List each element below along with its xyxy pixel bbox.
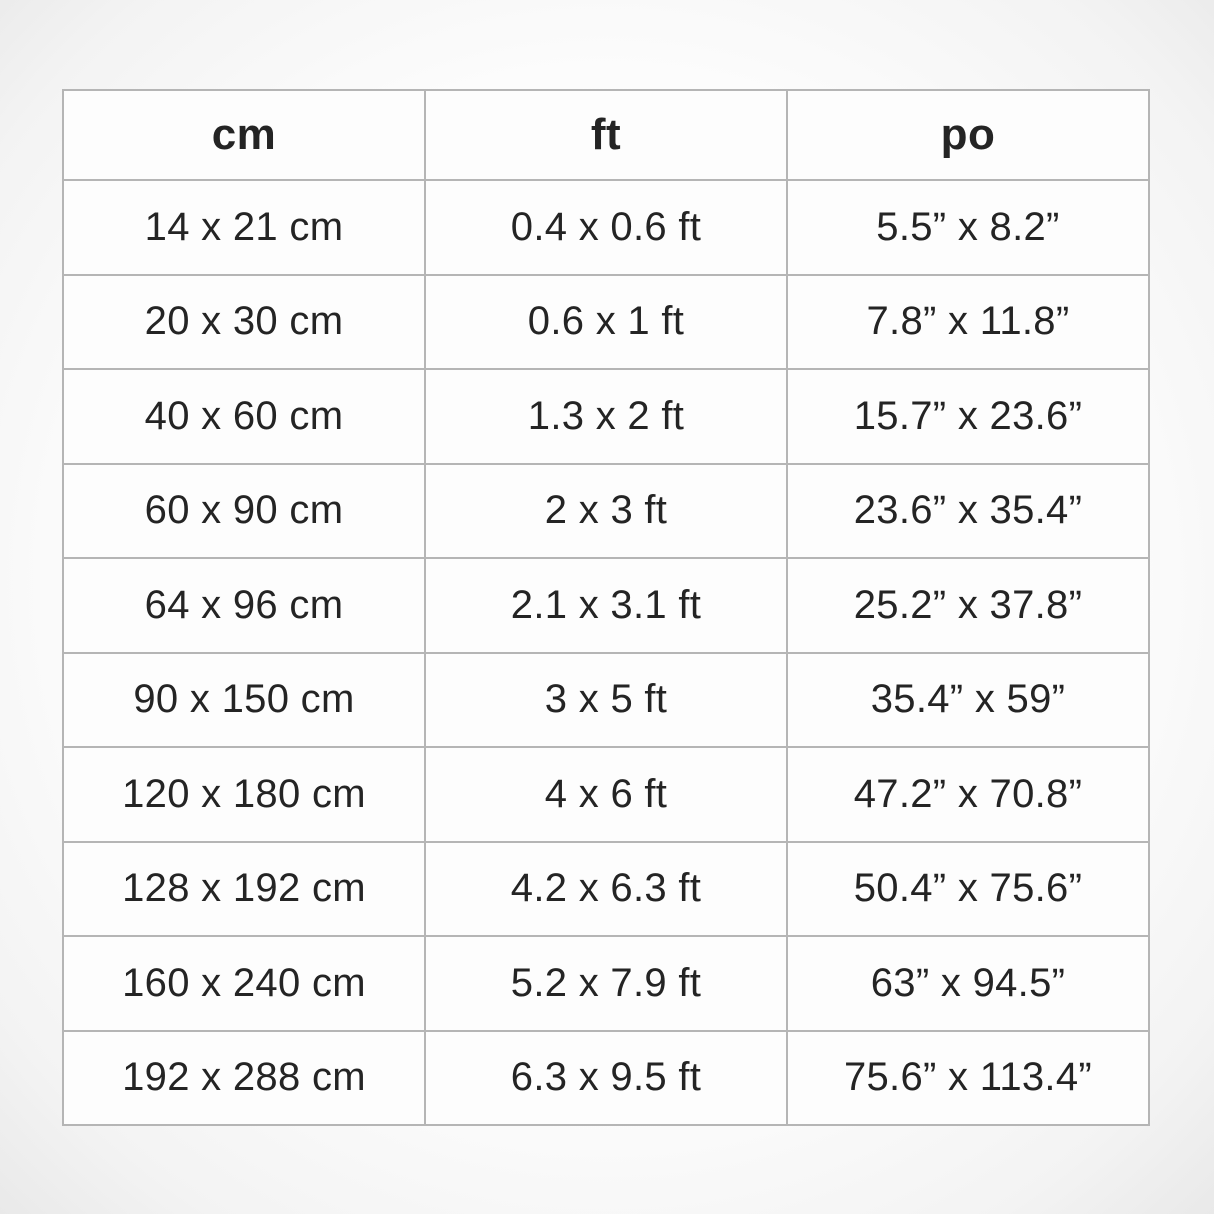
- cell-ft: 2.1 x 3.1 ft: [425, 558, 787, 653]
- table-row: [63, 747, 1149, 842]
- table-row: [63, 842, 1149, 937]
- size-conversion-table: [62, 89, 1150, 1126]
- cell-cm: 160 x 240 cm: [63, 936, 425, 1031]
- cell-po: 15.7” x 23.6”: [787, 369, 1149, 464]
- table-header: [63, 90, 1149, 180]
- table-row: [63, 464, 1149, 559]
- cell-ft: 0.6 x 1 ft: [425, 275, 787, 370]
- cell-cm: 192 x 288 cm: [63, 1031, 425, 1126]
- cell-po: 75.6” x 113.4”: [787, 1031, 1149, 1126]
- cell-po: 35.4” x 59”: [787, 653, 1149, 748]
- cell-cm: 64 x 96 cm: [63, 558, 425, 653]
- cell-cm: 90 x 150 cm: [63, 653, 425, 748]
- column-header-ft: ft: [425, 90, 787, 180]
- column-header-cm: cm: [63, 90, 425, 180]
- cell-ft: 6.3 x 9.5 ft: [425, 1031, 787, 1126]
- cell-cm: 40 x 60 cm: [63, 369, 425, 464]
- cell-ft: 1.3 x 2 ft: [425, 369, 787, 464]
- cell-ft: 0.4 x 0.6 ft: [425, 180, 787, 275]
- cell-cm: 20 x 30 cm: [63, 275, 425, 370]
- column-header-po: po: [787, 90, 1149, 180]
- table-row: [63, 275, 1149, 370]
- cell-po: 25.2” x 37.8”: [787, 558, 1149, 653]
- cell-po: 63” x 94.5”: [787, 936, 1149, 1031]
- cell-ft: 4.2 x 6.3 ft: [425, 842, 787, 937]
- table-row: [63, 936, 1149, 1031]
- cell-po: 47.2” x 70.8”: [787, 747, 1149, 842]
- cell-ft: 2 x 3 ft: [425, 464, 787, 559]
- table-row: [63, 369, 1149, 464]
- table-row: [63, 653, 1149, 748]
- header-row: [63, 90, 1149, 180]
- cell-cm: 14 x 21 cm: [63, 180, 425, 275]
- table-row: [63, 1031, 1149, 1126]
- table-row: [63, 558, 1149, 653]
- cell-po: 5.5” x 8.2”: [787, 180, 1149, 275]
- cell-po: 50.4” x 75.6”: [787, 842, 1149, 937]
- cell-ft: 3 x 5 ft: [425, 653, 787, 748]
- cell-po: 7.8” x 11.8”: [787, 275, 1149, 370]
- cell-cm: 120 x 180 cm: [63, 747, 425, 842]
- table-body: [63, 180, 1149, 1125]
- cell-ft: 5.2 x 7.9 ft: [425, 936, 787, 1031]
- cell-po: 23.6” x 35.4”: [787, 464, 1149, 559]
- cell-ft: 4 x 6 ft: [425, 747, 787, 842]
- cell-cm: 128 x 192 cm: [63, 842, 425, 937]
- cell-cm: 60 x 90 cm: [63, 464, 425, 559]
- table-row: [63, 180, 1149, 275]
